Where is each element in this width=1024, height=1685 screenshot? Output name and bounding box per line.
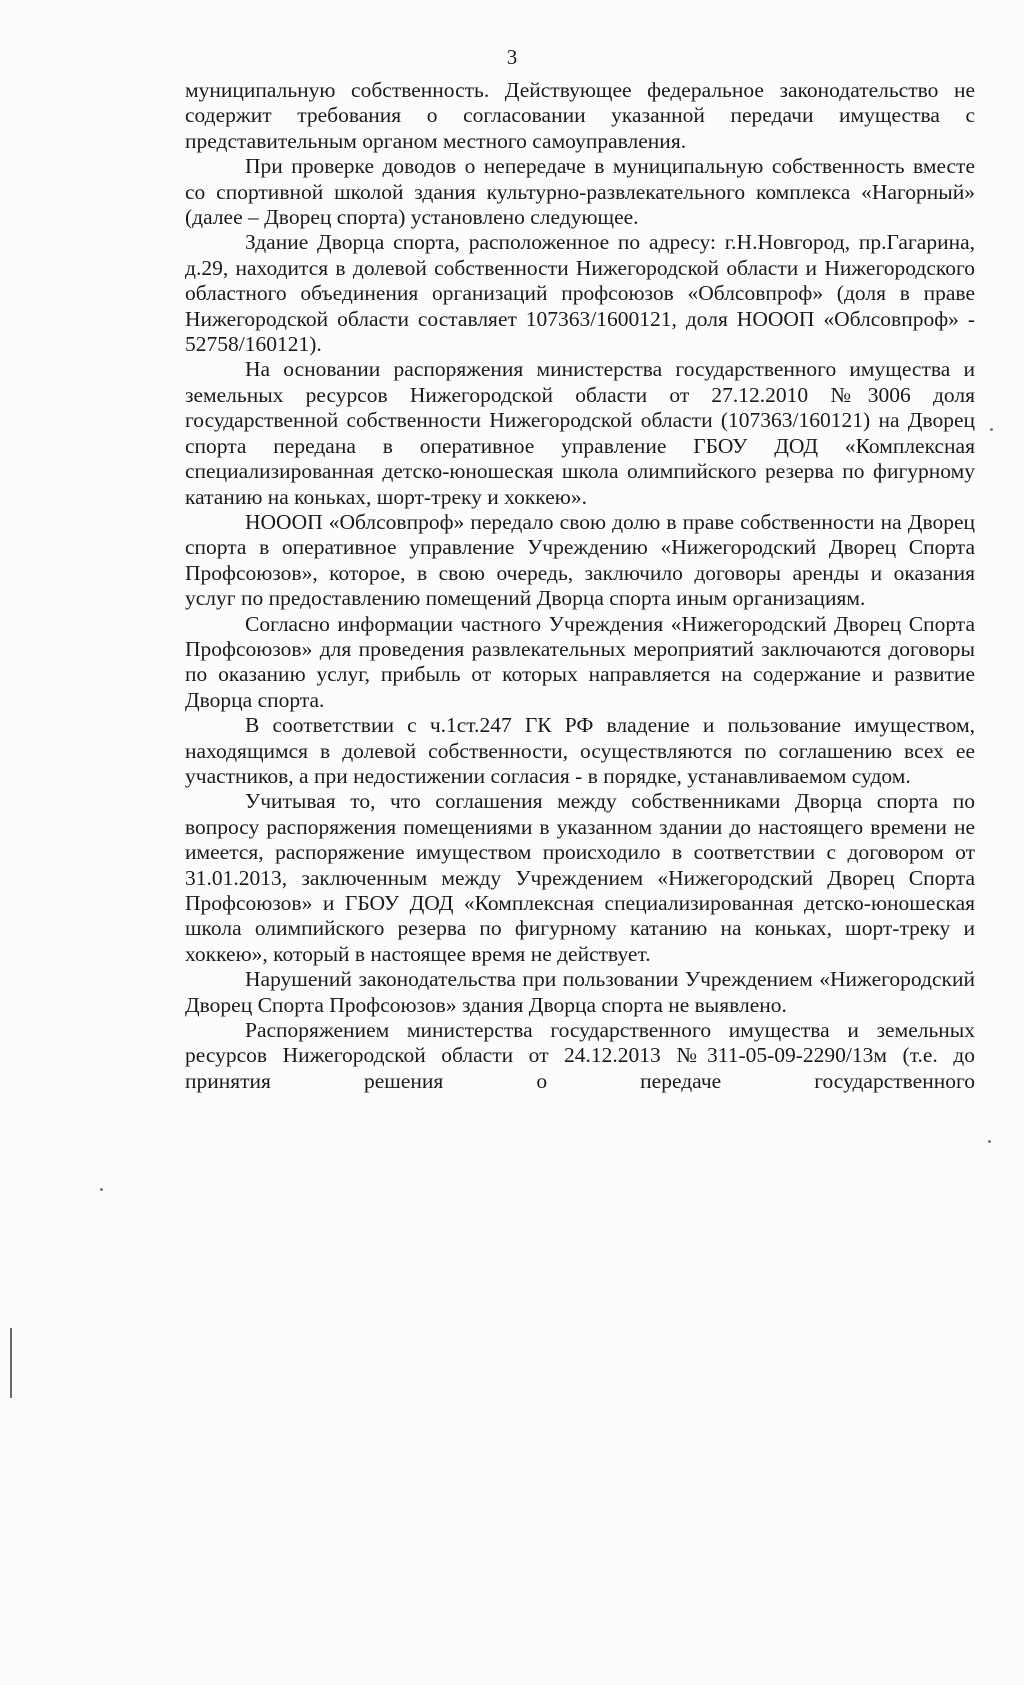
scan-speck xyxy=(990,428,993,431)
paragraph: При проверке доводов о непередаче в муниципальную собственность вместе со спортивной школой здания культурно-развлекательного комплекса «Нагорный» (далее – Дворец спорта) установлено следующее. xyxy=(185,154,975,230)
scan-speck xyxy=(100,1188,103,1191)
paragraph-continues-next-page: Распоряжением министерства государственного имущества и земельных ресурсов Нижегородской области от 24.12.2013 №311-05-09-2290/13м (т.е. до принятия решения о передаче государственного xyxy=(185,1018,975,1093)
paragraph: В соответствии с ч.1ст.247 ГК РФ владение и пользование имуществом, находящимся в долевой собственности, осуществляются по соглашению всех ее участников, а при недостижении согласия - в порядке, устанавливаемом судом. xyxy=(185,713,975,788)
paragraph: Здание Дворца спорта, расположенное по адресу: г.Н.Новгород, пр.Гагарина, д.29, находится в долевой собственности Нижегородской области и Нижегородского областного объединения организаций профсоюзов «Облсовпроф» (доля в праве Нижегородской области составляет 107363/1600121, доля НОООП «Облсовпроф» - 52758/160121). xyxy=(185,230,975,357)
paragraph-continuation: муниципальную собственность. Действующее федеральное законодательство не содержит требования о согласовании указанной передачи имущества с представительным органом местного самоуправления. xyxy=(185,78,975,153)
scan-speck xyxy=(988,1140,991,1143)
paragraph: Нарушений законодательства при пользовании Учреждением «Нижегородский Дворец Спорта Профсоюзов» здания Дворца спорта не выявлено. xyxy=(185,967,975,1017)
paragraph: На основании распоряжения министерства государственного имущества и земельных ресурсов Нижегородской области от 27.12.2010 №3006 доля государственной собственности Нижегородской области (107363/160121) на Дворец спорта передана в оперативное управление ГБОУ ДОД «Комплексная специализированная детско-юношеская школа олимпийского резерва по фигурному катанию на коньках, шорт-треку и хоккею». xyxy=(185,357,975,509)
paragraph: Учитывая то, что соглашения между собственниками Дворца спорта по вопросу распоряжения помещениями в указанном здании до настоящего времени не имеется, распоряжение имуществом происходило в соответствии с договором от 31.01.2013, заключенным между Учреждением «Нижегородский Дворец Спорта Профсоюзов» и ГБОУ ДОД «Комплексная специализированная детско-юношеская школа олимпийского резерва по фигурному катанию на коньках, шорт-треку и хоккею», который в настоящее время не действует. xyxy=(185,789,975,966)
document-body xyxy=(185,78,975,1094)
page-number: 3 xyxy=(506,45,518,69)
scan-edge-mark xyxy=(10,1328,12,1398)
paragraph: НОООП «Облсовпроф» передало свою долю в праве собственности на Дворец спорта в оперативное управление Учреждению «Нижегородский Дворец Спорта Профсоюзов», которое, в свою очередь, заключило договоры аренды и оказания услуг по предоставлению помещений Дворца спорта иным организациям. xyxy=(185,509,975,611)
paragraph: Согласно информации частного Учреждения «Нижегородский Дворец Спорта Профсоюзов» для проведения развлекательных мероприятий заключаются договоры по оказанию услуг, прибыль от которых направляется на содержание и развитие Дворца спорта. xyxy=(185,611,975,712)
